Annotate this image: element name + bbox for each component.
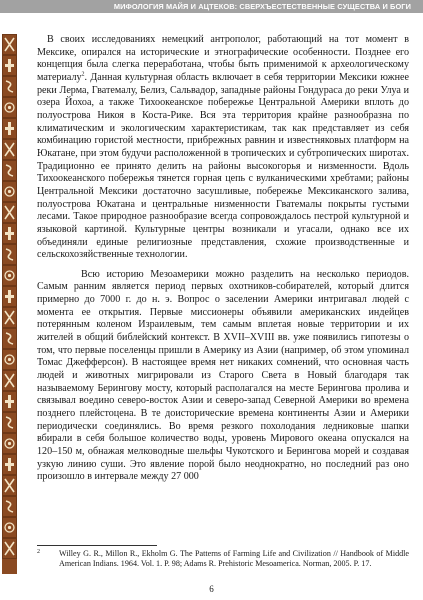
- footnote: [37, 549, 409, 568]
- body-paragraph-text: В своих исследованиях немецкий антрополог, работающий на тот момент в Мексике, опирался на исторические и этнографические особенности. Позднее его концепция была слегка переработана, чтобы быть применимой к археологическому материалу: [37, 34, 409, 83]
- footnote-number: 2: [37, 549, 40, 555]
- body-paragraph: [37, 34, 409, 262]
- body-paragraph-text: . Данная культурная область включает в себя территории Мексики южнее реки Лерма, Гватемалу, Белиз, Сальвадор, западные районы Гондураса до реки Улуа и озера Йохоа, а также Тихоокеанское побережье Центральной Америки вплоть до полуострова Никоя в Коста-Рике. Вся эта территория крайне разнообразна по климатическим и экологическим характеристикам, так как представляет из себя комбинацию гористой местности, прибрежных равнин и известняковых платформ на Юкатане, при этом будучи расположенной в тропических и субтропических широтах. Традиционно ее принято делить на районы высокогорья и низменности. Вдоль Тихоокеанского побережья тянется горная цепь с вулканическими хребтами; районы Центральной Мексики достаточно засушливые, побережье Мексиканского залива, полуострова Юкатана и центральные низменности Гватемалы покрыты густыми лесами. Такое природное разнообразие всегда сопровождалось пестрой культурной и языковой картиной. Культурные центры возникали и угасали, однако все их объединяли единые религиозные представления, схожие производственные и сельскохозяйственные технологии.: [37, 71, 409, 261]
- footnote-reference[interactable]: 2: [81, 71, 85, 78]
- decorative-border-strip: [2, 34, 17, 574]
- running-header-title: МИФОЛОГИЯ МАЙЯ И АЦТЕКОВ: СВЕРХЪЕСТЕСТВЕННЫЕ СУЩЕСТВА И БОГИ: [113, 2, 411, 11]
- page-number: 6: [209, 584, 214, 594]
- body-paragraph: Всю историю Мезоамерики можно разделить на несколько периодов. Самым ранним является период первых охотников-собирателей, который длится примерно до 7000 г. до н. э. Вопрос о заселении Америки интригавал людей с момента ее открытия. Первые миссионеры объявили американских индейцев потерянным коленом Израилевым, тем самым вплетая новые территории и их жителей в общий библейский контекст. В XVII–XVIII вв. уже появились гипотезы о том, что первые поселенцы пришли в Америку из Азии (например, об этом упоминал Томас Джефферсон). В настоящее время нет никаких сомнений, что основная часть людей и животных мигрировали из Старого Света в Новый благодаря так называемому Берингову мосту, который располагался на месте Берингова пролива и связывал воедино северо-восток Азии и северо-запад Северной Америки во времена позднего плейстоцена. В те доисторические времена континенты Азии и Америки периодически соединялись. Во время резкого похолодания ледниковые шапки вбирали в себя большое количество воды, уровень Мирового океана опускался на 120–150 м, обнажая мелководные шельфы Чукотского и Берингова морей и создавая узкую линию суши. Это явление порой было неоднократно, но последний раз оно произошло в интервале между 27 000: [37, 268, 409, 483]
- footnote-text: Willey G. R., Millon R., Ekholm G. The Patterns of Farming Life and Civilization // Handbook of Middle American Indians. 1964. Vol. 1. P. 98; Adams R. Prehistoric Mesoamerica. Norman, 2005. P. 17.: [59, 549, 409, 568]
- mesoamerican-pattern-icon: [2, 34, 17, 574]
- footnote-divider: [37, 545, 157, 546]
- main-text: [37, 34, 409, 484]
